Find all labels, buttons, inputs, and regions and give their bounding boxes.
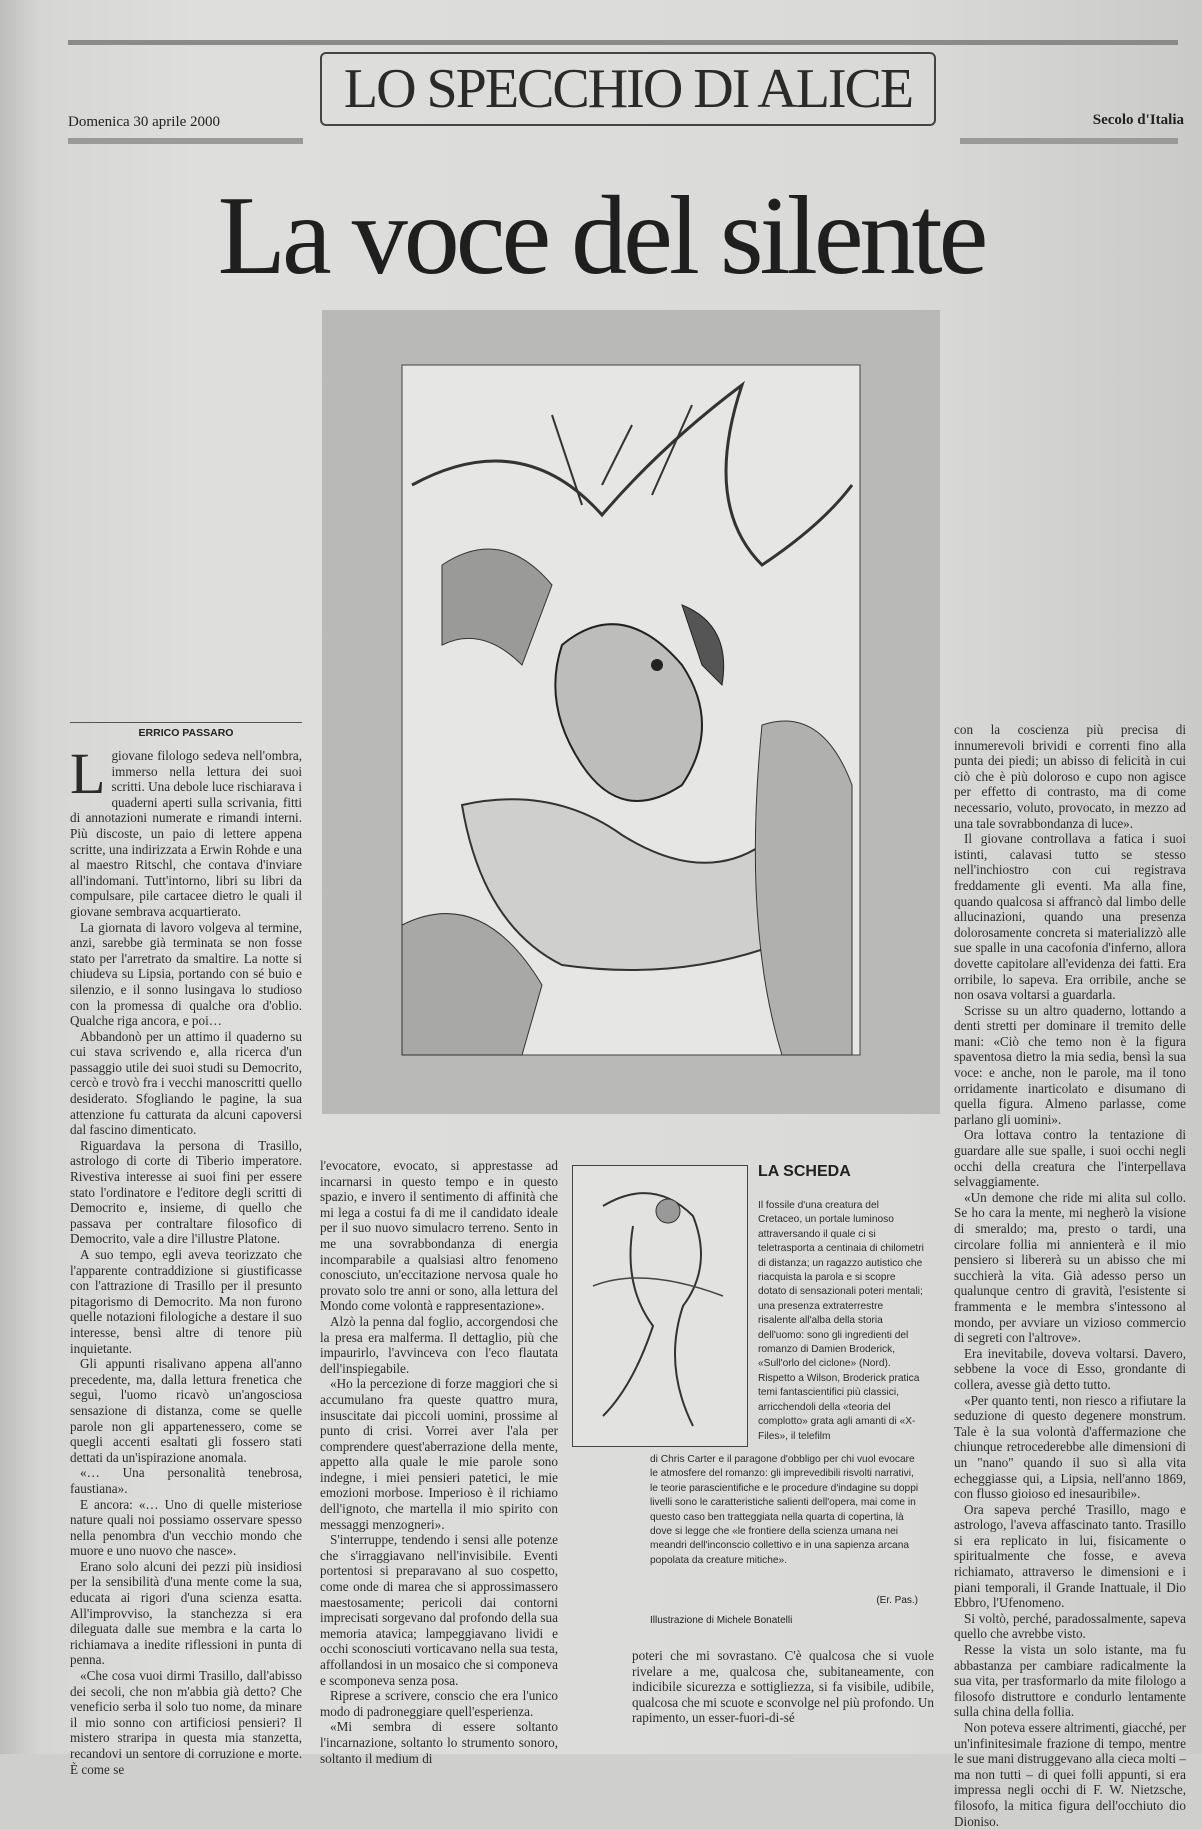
paragraph: Riguardava la persona di Trasillo, astrologo di corte di Tiberio imperatore. Rivestiva interesse ai suoi fini per essere stato l'ordinatore e l'editore degli scritti di Democrito e, insieme, di quello che passava per contraltare filosofico di Democrito, vale a dire l'illustre Platone. (70, 1137, 302, 1247)
paragraph: poteri che mi sovrastano. C'è qualcosa che si vuole rivelare a me, qualcosa che, subitaneamente, con indicibile sicurezza e sottigliezza, si fa visibile, udibile, qualcosa che mi scuote e sconvolge nel più profondo. Un rapimento, un esser-fuori-di-sé (632, 1648, 934, 1726)
paragraph: Gli appunti risalivano appena all'anno precedente, ma, dalla lettura frenetica che seguì, l'uomo ricavò un'angosciosa sensazione di distanza, come se quelle parole non gli appartenessero, come se quegli accenti esaltati gli fossero stati dettati da un'ispirazione anomala. (70, 1356, 302, 1465)
article-column-3 (632, 1648, 934, 1743)
left-band (68, 138, 303, 144)
paragraph: Alzò la penna dal foglio, accorgendosi che la presa era malferma. Il dettaglio, più che impaurirlo, l'avvinceva con l'eco flautata dell'inspiegabile. (320, 1313, 558, 1376)
paragraph: E ancora: «… Uno di quelle misteriose nature quali noi possiamo osservare spesso nella penombra d'un vecchio mondo che muore e uno nuovo che nasce». (70, 1496, 302, 1559)
scheda-signature: (Er. Pas.) (876, 1595, 918, 1606)
article-column-2 (320, 1158, 558, 1766)
newspaper-name: Secolo d'Italia (1092, 112, 1184, 128)
figure-drawing (573, 1166, 747, 1446)
paragraph: «Mi sembra di essere soltanto l'incarnazione, soltanto lo strumento sonoro, soltanto il medium di (320, 1719, 558, 1766)
paragraph: «Un demone che ride mi alita sul collo. Se ho cara la mente, mi negherò la visione di smeraldo; ma, presto o tardi, una circolare follia mi annienterà e il mio pensiero si libererà su un abisso che mi succhierà la vita. Già adesso perso un qualunque centro di gravità, l'esistente si frammenta e le membra s'intessono al mondo, per avviare un vizioso commercio di segreti con l'altrove». (954, 1189, 1186, 1346)
right-band (960, 138, 1178, 144)
paragraph: Ora sapeva perché Trasillo, mago e astrologo, l'aveva affascinato tanto. Trasillo si era replicato in lui, fisicamente o spiritualmente che fosse, e aveva richiamato, attraverso le dimensioni e i piani temporali, il Grande Inattuale, il Dio Ebbro, l'Ufenomeno. (954, 1501, 1186, 1611)
scheda-title: LA SCHEDA (758, 1163, 851, 1180)
author-byline: ERRICO PASSARO (70, 727, 302, 739)
article-column-1 (70, 741, 302, 1777)
top-rule (68, 40, 1178, 45)
main-illustration (322, 310, 940, 1114)
monster-drawing (402, 365, 860, 1055)
paragraph: Non poteva essere altrimenti, giacché, per un'infinitesimale frazione di tempo, mentre le sue mani distruggevano alla cieca molti – ma non tutti – di quei folli appunti, si era impressa negli occhi di F. W. Nietzsche, filosofo, la mitica figura dell'occhiuto dio Dioniso. (954, 1720, 1186, 1829)
scheda-text-bottom: di Chris Carter e il paragone d'obbligo per chi vuol evocare le atmosfere del romanzo: gli imprevedibili risvolti narrativi, le teorie parascientifiche e le procedure d'indagine su doppi livelli sono le caratteristiche salienti dell'opera, mai come in questo caso ben tratteggiata nella quarta di copertina, là dove si legge che «le frontiere della scienza umana nei meandri dell'inconscio collettivo e in una sapienza arcana popolata da creature mitiche». (650, 1454, 919, 1566)
paragraph: Scrisse su un altro quaderno, lottando a denti stretti per dominare il tremito delle mani: «Ciò che temo non è la figura spaventosa dietro la mia sedia, bensì la sua voce: e anche, non le parole, ma il tono orridamente inarticolato e disumano di quella figura. Almeno parlasse, come parlano gli uomini». (954, 1002, 1186, 1127)
paragraph: «Per quanto tenti, non riesco a rifiutare la seduzione di questo degenere monstrum. Tale è la sua volontà d'affermazione che chiunque retrocederebbe alle dimensioni di un "nano" quando il suo sì alla vita echeggiasse qui, a Lipsia, nell'anno 1869, con flusso gioioso ed inesauribile». (954, 1392, 1186, 1502)
issue-date: Domenica 30 aprile 2000 (68, 114, 221, 130)
info-box (572, 1157, 926, 1626)
paragraph: Ora lottava contro la tentazione di guardare alle sue spalle, i suoi occhi negli occhi della creatura che l'interpellava selvaggiamente. (954, 1127, 1186, 1190)
section-masthead: LO SPECCHIO DI ALICE (320, 52, 936, 126)
illustration-credit: Illustrazione di Michele Bonatelli (650, 1615, 793, 1626)
paragraph: S'interruppe, tendendo i sensi alle potenze che s'irraggiavano nell'invisibile. Eventi portentosi si preparavano al suo cospetto, come onde di marea che si approssimassero maestosamente; pericoli dai contorni imprecisati sorgevano dal profondo della sua memoria atavica; lampeggiavano lividi e occhi sconosciuti vorticavano nella sua testa, affollandosi in un mosaico che si componeva e scomponeva senza posa. (320, 1532, 558, 1688)
paragraph: La giornata di lavoro volgeva al termine, anzi, sarebbe già terminata se non fosse stato per l'arretrato da smaltire. La notte si chiudeva su Lipsia, portando con sé buio e silenzio, e il sonno lusingava lo studioso con la promessa di qualche ora d'oblio. Qualche riga ancora, e poi… (70, 919, 302, 1029)
scheda-text-top: Il fossile d'una creatura del Cretaceo, un portale luminoso attraversando il quale ci si teletrasporta a centinaia di chilometri di distanza; un ragazzo autistico che riacquista la parola e si scopre dotato di sensazionali poteri mentali; una presenza extraterrestre risalente all'alba della storia dell'uomo: sono gli ingredienti del romanzo di Damien Broderick, «Sull'orlo del ciclone» (Nord). Rispetto a Wilson, Broderick pratica temi fantascientifici più classici, arricchendoli della «teoria del complotto» grata agli amanti di «X-Files», il telefilm (758, 1200, 924, 1442)
drop-cap: L (70, 741, 106, 806)
article-column-4 (954, 722, 1186, 1829)
paragraph: «Che cosa vuoi dirmi Trasillo, dall'abisso dei secoli, che non m'abbia già detto? Che veneficio serba il solo tuo nome, da minare il mio sonno con artificiosi pensieri? Il mistero straripa in questa mia stanzetta, recandovi un sentore di corruzione e morte. È come se (70, 1668, 302, 1777)
paragraph: «… Una personalità tenebrosa, faustiana». (70, 1465, 302, 1496)
paragraph: Erano solo alcuni dei pezzi più insidiosi per la sensibilità d'una mente come la sua, educata ai rigori d'una scienza esatta. All'improvviso, la stanchezza si era dileguata dalle sue membra e la carta lo richiamava a inedite riflessioni in punta di penna. (70, 1558, 302, 1668)
paragraph: Abbandonò per un attimo il quaderno su cui stava scrivendo e, alla ricerca d'un passaggio utile dei suoi studi su Democrito, cercò e trovò fra i vecchi manoscritti quello desiderato. Sfogliando le pagine, la sua attenzione fu catturata da alcuni capoversi dal fascino dimenticato. (70, 1028, 302, 1138)
paragraph: Era inevitabile, doveva voltarsi. Davero, sebbene la voce di Esso, grondante di collera, avesse già detto tutto. (954, 1345, 1186, 1392)
paragraph: Resse la vista un solo istante, ma fu abbastanza per cambiare radicalmente la sua vita, per trasformarlo da mite filologo a filosofo distruttore e condurlo lentamente sulla china della follia. (954, 1642, 1186, 1720)
paragraph: Riprese a scrivere, conscio che era l'unico modo di padroneggiare quell'esperienza. (320, 1688, 558, 1719)
paragraph: con la coscienza più precisa di innumerevoli brividi e correnti fino alla punta dei piedi; un abisso di felicità in cui ciò che è più doloroso e cupo non agisce per effetto di contrasto, ma di come necessario, voluto, provocato, in mezzo ad una tale sovrabbondanza di luce». (954, 722, 1186, 831)
paragraph: Si voltò, perché, paradossalmente, sapeva quello che avrebbe visto. (954, 1610, 1186, 1642)
headline: La voce del silente (217, 174, 985, 298)
paragraph: «Ho la percezione di forze maggiori che si accumulano fra queste quattro mura, insuscitate dai piccoli uomini, prossime al punto di crisi. Vorrei aver l'ala per comprendere quest'aberrazione della mente, appetto alla quale le mie parole sono indegne, i miei pensieri patetici, le mie emozioni morbose. Imperioso è il richiamo dell'ignoto, che martella il mio spirito con messaggi menzogneri». (320, 1376, 558, 1532)
scheda-illustration (572, 1165, 748, 1447)
paragraph: A suo tempo, egli aveva teorizzato che l'apparente contraddizione si giustificasse con l'attrazione di Trasillo per il presunto pitagorismo di Democrito. Ma non furono quelle notazioni filologiche a destare il suo interesse, bensì altre di tenore più inquietante. (70, 1247, 302, 1356)
paragraph: giovane filologo sedeva nell'ombra, immerso nella lettura dei suoi scritti. Una debole luce rischiarava i quaderni aperti sulla scrivania, fitti di annotazioni numerate e rimandi interni. Più discoste, un paio di lettere appena scritte, una indirizzata a Erwin Rohde e una al maestro Ritschl, che contava d'inviare all'indomani. Tutt'intorno, libri su libri da compulsare, pile cartacee dietro le quali il giovane sembrava acquartierato. (70, 748, 302, 919)
paragraph: Il giovane controllava a fatica i suoi istinti, calavasi tutto se stesso nell'inchiostro con cui registrava freddamente gli eventi. Ma alla fine, quando qualcosa si affrancò dal limbo delle allucinazioni, quando una presenza dolorosamente concreta si materializzò alle sue spalle in una cacofonia d'inferno, allora dovette capitolare all'evidenza dei fatti. Era orribile, lo sapeva. Era orribile, anche se non osava voltarsi a guardarla. (954, 831, 1186, 1003)
paragraph: l'evocatore, evocato, si apprestasse ad incarnarsi in questo tempo e in questo spazio, e invero il sentimento di affinità che mi lega a costui fa di me il candidato ideale per il suo nuovo simulacro terreno. Sento in me una sovrabbondanza di energia incomparabile a qualsiasi altro fenomeno conosciuto, un'eccitazione nervosa quale ho provato solo tre anni or sono, alla lettura del Mondo come volontà e rappresentazione». (320, 1158, 558, 1314)
